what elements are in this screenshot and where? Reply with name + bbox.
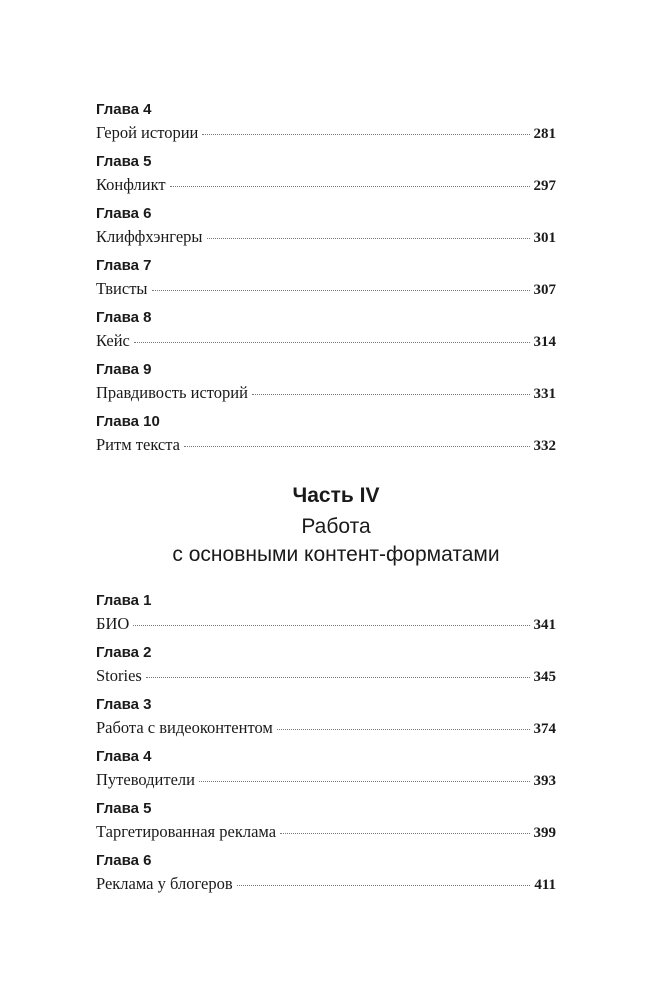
page-number: 297 <box>533 178 556 194</box>
entry-line <box>96 665 556 689</box>
entry-title: Твисты <box>96 279 148 298</box>
page-number: 281 <box>533 126 556 142</box>
chapter-label: Глава 4 <box>96 748 152 765</box>
toc-section-top <box>96 100 556 464</box>
toc-entry[interactable] <box>96 100 556 152</box>
entry-title: Герой истории <box>96 123 199 142</box>
chapter-label: Глава 6 <box>96 852 152 869</box>
chapter-label: Глава 1 <box>96 592 152 609</box>
toc-entry[interactable] <box>96 152 556 204</box>
toc-entry[interactable] <box>96 256 556 308</box>
dot-leader <box>152 290 530 291</box>
entry-title: Работа с видеоконтентом <box>96 718 273 737</box>
entry-line <box>96 174 556 198</box>
toc-entry[interactable] <box>96 308 556 360</box>
toc-entry[interactable] <box>96 747 556 799</box>
chapter-label: Глава 6 <box>96 205 152 222</box>
entry-title: Конфликт <box>96 175 166 194</box>
chapter-label: Глава 5 <box>96 153 152 170</box>
page-number: 332 <box>533 438 556 454</box>
dot-leader <box>277 729 530 730</box>
entry-title: Реклама у блогеров <box>96 874 233 893</box>
page-number: 345 <box>533 669 556 685</box>
dot-leader <box>237 885 531 886</box>
dot-leader <box>184 446 530 447</box>
chapter-label: Глава 2 <box>96 644 152 661</box>
part-number: Часть IV <box>292 484 380 507</box>
toc-section-bottom <box>96 591 556 903</box>
part-title-line1: Работа <box>301 515 371 538</box>
chapter-label: Глава 8 <box>96 309 152 326</box>
toc-entry[interactable] <box>96 412 556 464</box>
dot-leader <box>280 833 529 834</box>
entry-line <box>96 226 556 250</box>
toc-entry[interactable] <box>96 851 556 903</box>
dot-leader <box>134 342 530 343</box>
chapter-label: Глава 5 <box>96 800 152 817</box>
entry-line <box>96 278 556 302</box>
toc-entry[interactable] <box>96 591 556 643</box>
entry-title: БИО <box>96 614 130 633</box>
entry-title: Правдивость историй <box>96 383 248 402</box>
chapter-label: Глава 9 <box>96 361 152 378</box>
dot-leader <box>252 394 530 395</box>
toc-entry[interactable] <box>96 695 556 747</box>
entry-line <box>96 382 556 406</box>
entry-line <box>96 434 556 458</box>
entry-line <box>96 873 556 897</box>
page-number: 301 <box>533 230 556 246</box>
toc-entry[interactable] <box>96 204 556 256</box>
entry-line <box>96 613 556 637</box>
entry-line <box>96 821 556 845</box>
entry-line <box>96 769 556 793</box>
entry-line <box>96 717 556 741</box>
chapter-label: Глава 4 <box>96 101 152 118</box>
page-number: 374 <box>533 721 556 737</box>
entry-title: Таргетированная реклама <box>96 822 277 841</box>
dot-leader <box>170 186 530 187</box>
entry-line <box>96 330 556 354</box>
entry-line <box>96 122 556 146</box>
entry-title: Путеводители <box>96 770 195 789</box>
part-title-line2: с основными контент-форматами <box>172 543 500 566</box>
page-number: 314 <box>533 334 556 350</box>
page-number: 307 <box>533 282 556 298</box>
toc-entry[interactable] <box>96 360 556 412</box>
entry-title: Ритм текста <box>96 435 180 454</box>
chapter-label: Глава 10 <box>96 413 160 430</box>
page-number: 331 <box>533 386 556 402</box>
dot-leader <box>199 781 530 782</box>
toc-entry[interactable] <box>96 799 556 851</box>
chapter-label: Глава 7 <box>96 257 152 274</box>
page-number: 341 <box>533 617 556 633</box>
dot-leader <box>146 677 530 678</box>
page-number: 399 <box>533 825 556 841</box>
toc-entry[interactable] <box>96 643 556 695</box>
entry-title: Кейс <box>96 331 130 350</box>
chapter-label: Глава 3 <box>96 696 152 713</box>
page-number: 393 <box>533 773 556 789</box>
dot-leader <box>133 625 529 626</box>
dot-leader <box>207 238 530 239</box>
page-number: 411 <box>534 877 556 893</box>
entry-title: Stories <box>96 666 142 685</box>
entry-title: Клиффхэнгеры <box>96 227 203 246</box>
dot-leader <box>202 134 529 135</box>
part-heading <box>0 482 672 569</box>
